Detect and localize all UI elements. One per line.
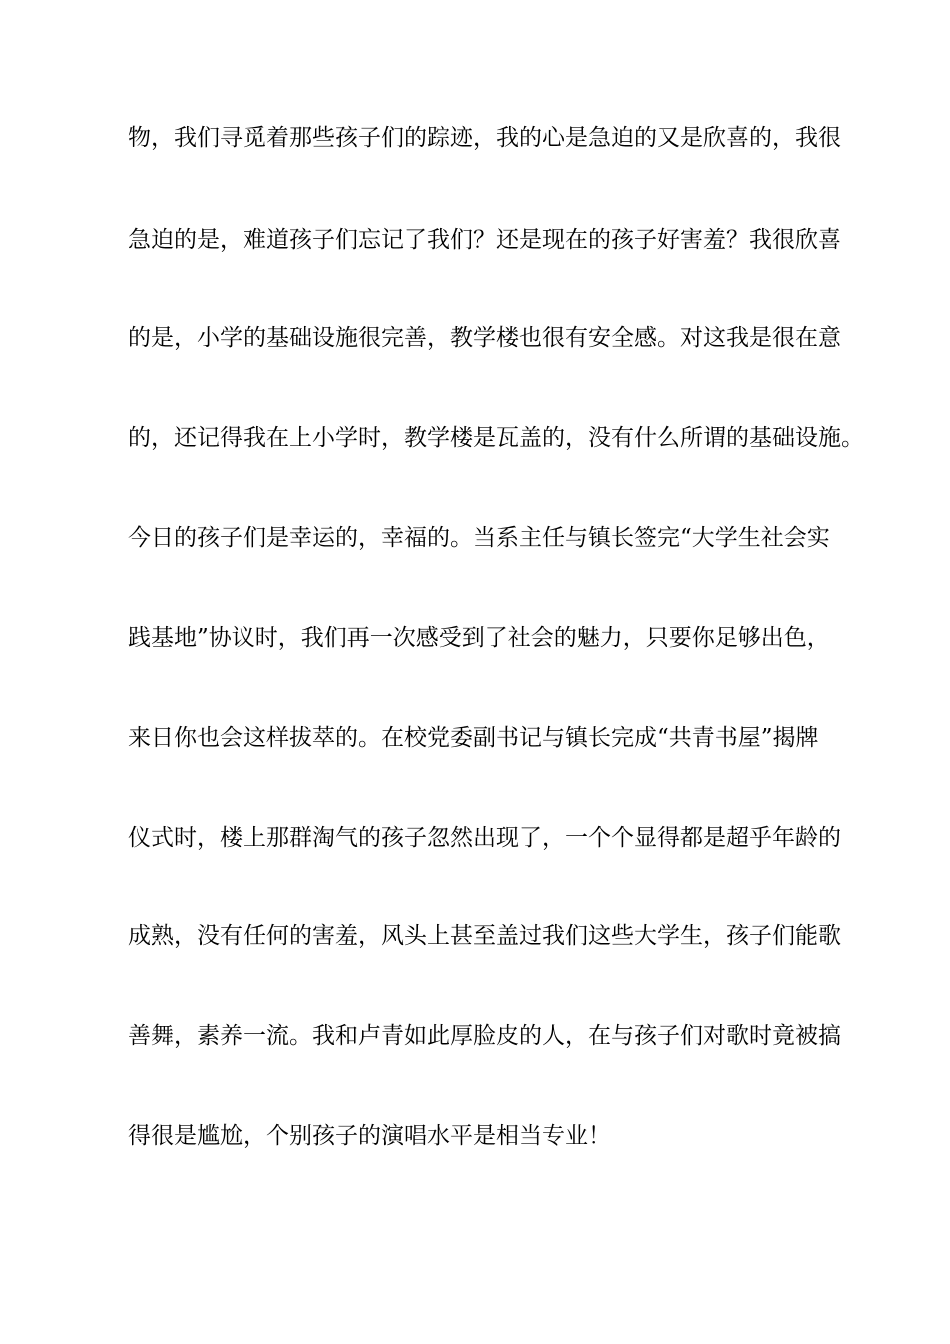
text-line-9: 成熟，没有任何的害羞，风头上甚至盖过我们这些大学生，孩子们能歌	[128, 923, 841, 949]
text-line-8: 仪式时，楼上那群淘气的孩子忽然出现了，一个个显得都是超乎年龄的	[128, 825, 841, 851]
text-line-7: 来日你也会这样拔萃的。在校党委副书记与镇长完成“共青书屋”揭牌	[128, 725, 819, 751]
text-line-5: 今日的孩子们是幸运的，幸福的。当系主任与镇长签完“大学生社会实	[128, 525, 830, 551]
text-line-2: 急迫的是，难道孩子们忘记了我们？还是现在的孩子好害羞？我很欣喜	[128, 227, 841, 253]
text-line-10: 善舞，素养一流。我和卢青如此厚脸皮的人，在与孩子们对歌时竟被搞	[128, 1023, 841, 1049]
text-line-6: 践基地”协议时，我们再一次感受到了社会的魅力，只要你足够出色，	[128, 625, 830, 651]
text-line-1: 物，我们寻觅着那些孩子们的踪迹，我的心是急迫的又是欣喜的，我很	[128, 125, 841, 151]
text-line-11: 得很是尴尬，个别孩子的演唱水平是相当专业！	[128, 1123, 611, 1149]
text-line-3: 的是，小学的基础设施很完善，教学楼也很有安全感。对这我是很在意	[128, 325, 841, 351]
text-line-4: 的，还记得我在上小学时，教学楼是瓦盖的，没有什么所谓的基础设施。	[128, 425, 864, 451]
